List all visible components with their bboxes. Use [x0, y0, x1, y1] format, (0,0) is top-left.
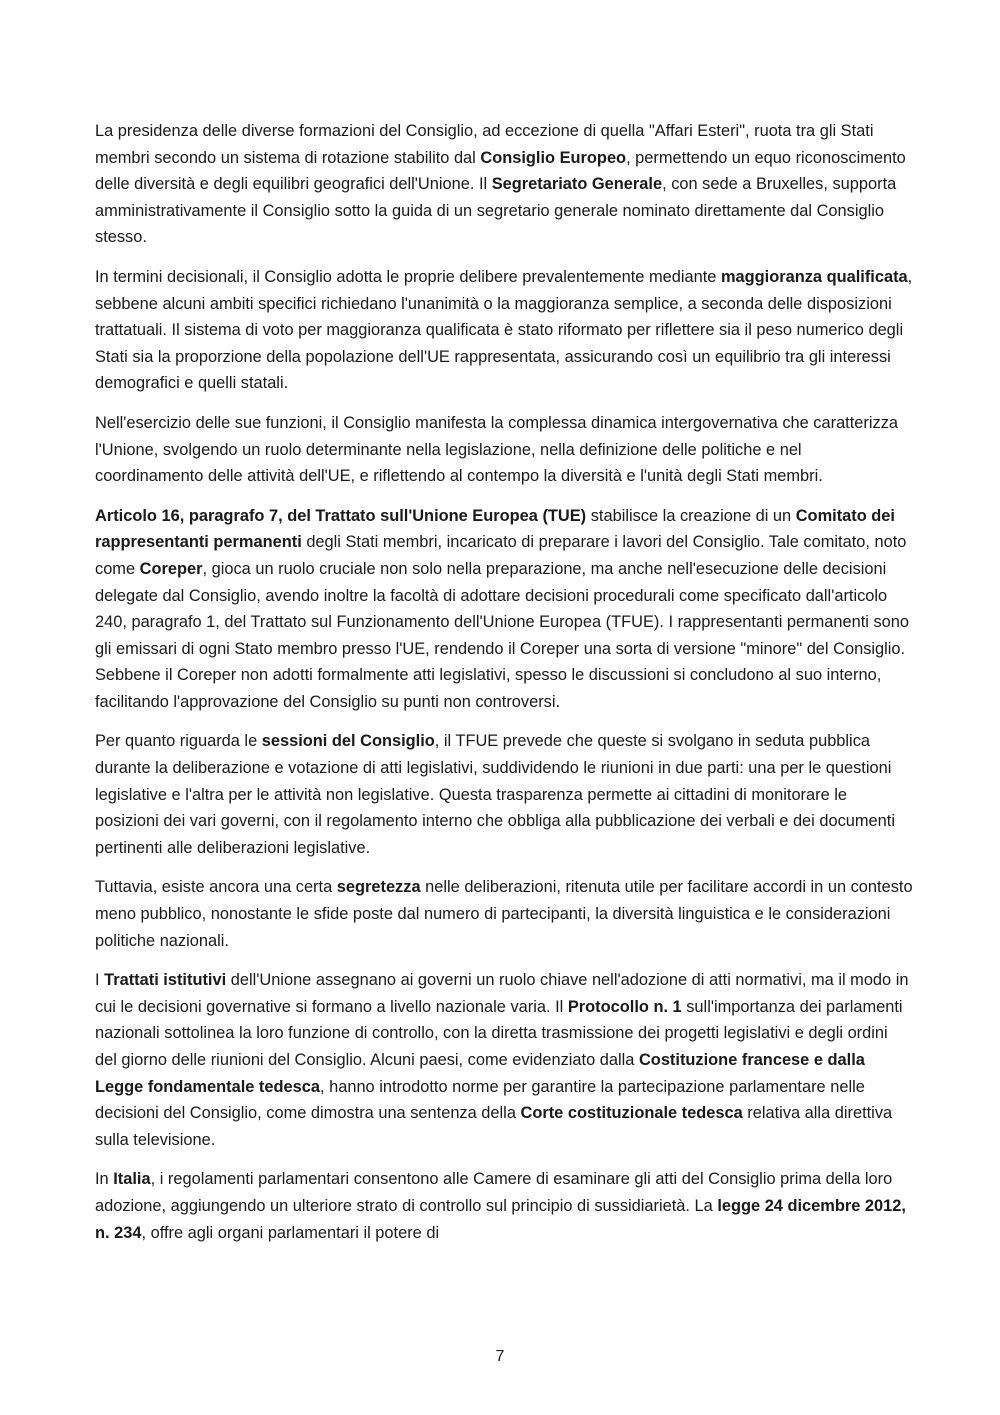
text-run: , offre agli organi parlamentari il potere di — [141, 1223, 440, 1242]
bold-text: sessioni del Consiglio — [261, 732, 435, 751]
bold-text: Costituzione francese e dalla Legge fondamentale tedesca — [95, 1051, 865, 1096]
text-run: Per quanto riguarda le — [95, 732, 262, 751]
paragraph — [95, 264, 913, 397]
bold-text: Protocollo n. 1 — [567, 997, 682, 1016]
text-run: relativa alla direttiva sulla televisione. — [95, 1104, 893, 1149]
text-run: , il TFUE prevede che queste si svolgano in seduta pubblica durante la deliberazione e votazione di atti legislativi, suddividendo le riunioni in due parti: una per le questioni legislative e l'altra per le attività non legislative. Questa trasparenza permette ai cittadini di monitorare le posizioni dei vari governi, con il regolamento interno che obbliga alla pubblicazione dei verbali e dei documenti pertinenti alle deliberazioni legislative. — [95, 732, 895, 857]
paragraph — [95, 967, 913, 1153]
bold-text: Segretariato Generale — [491, 175, 663, 194]
text-run: dell'Unione assegnano ai governi un ruolo chiave nell'adozione di atti normativi, ma il modo in cui le decisioni governative si formano a livello nazionale varia. Il — [95, 971, 909, 1016]
text-run: nelle deliberazioni, ritenuta utile per facilitare accordi in un contesto meno pubblico, nonostante le sfide poste dal numero di partecipanti, la diversità linguistica e le considerazioni politiche nazionali. — [95, 878, 913, 950]
bold-text: segretezza — [336, 878, 421, 897]
bold-text: Consiglio Europeo — [480, 148, 627, 167]
bold-text: Coreper — [139, 559, 203, 578]
text-run: Nell'esercizio delle sue funzioni, il Consiglio manifesta la complessa dinamica intergovernativa che caratterizza l'Unione, svolgendo un ruolo determinante nella legislazione, nella definizione delle politiche e nel coordinamento delle attività dell'UE, e riflettendo al contempo la diversità e l'unità degli Stati membri. — [95, 413, 899, 486]
paragraph — [95, 874, 913, 954]
text-run: stabilisce la creazione di un — [586, 506, 796, 525]
paragraph — [95, 410, 913, 490]
text-run: , hanno introdotto norme per garantire la partecipazione parlamentare nelle decisioni del Consiglio, come dimostra una sentenza della — [95, 1077, 865, 1123]
paragraph — [95, 503, 913, 716]
bold-text: legge 24 dicembre 2012, n. 234 — [95, 1196, 906, 1242]
page-number: 7 — [495, 1348, 505, 1365]
bold-text: maggioranza qualificata — [720, 267, 908, 286]
text-run: , i regolamenti parlamentari consentono alle Camere di esaminare gli atti del Consiglio prima della loro adozione, aggiungendo un ulteriore strato di controllo sul principio di sussidiarietà. La — [95, 1170, 893, 1215]
document-body — [95, 118, 913, 1259]
text-run: Tuttavia, esiste ancora una certa — [95, 878, 337, 897]
bold-text: Trattati istitutivi — [104, 971, 227, 990]
text-run: La presidenza delle diverse formazioni del Consiglio, ad eccezione di quella "Affari Esteri", ruota tra gli Stati membri secondo un sistema di rotazione stabilito dal — [95, 122, 874, 167]
text-run: I — [95, 971, 105, 990]
paragraph — [95, 118, 913, 251]
paragraph — [95, 1166, 913, 1246]
text-run: , permettendo un equo riconoscimento delle diversità e degli equilibri geografici dell'Unione. Il — [95, 148, 906, 194]
text-run: , sebbene alcuni ambiti specifici richiedano l'unanimità o la maggioranza semplice, a seconda delle disposizioni trattatuali. Il sistema di voto per maggioranza qualificata è stato riformato per riflettere sia il peso numerico degli Stati sia la proporzione della popolazione dell'UE rappresentata, assicurando così un equilibrio tra gli interessi demografici e quelli statali. — [95, 267, 913, 393]
bold-text: Comitato dei rappresentanti permanenti — [95, 506, 895, 552]
text-run: degli Stati membri, incaricato di preparare i lavori del Consiglio. Tale comitato, noto come — [95, 533, 907, 578]
bold-text: Articolo 16, paragrafo 7, del Trattato sull'Unione Europea (TUE) — [95, 506, 587, 525]
paragraph — [95, 728, 913, 861]
bold-text: Italia — [113, 1170, 151, 1189]
text-run: In — [95, 1170, 114, 1189]
text-run: , gioca un ruolo cruciale non solo nella preparazione, ma anche nell'esecuzione delle decisioni delegate dal Consiglio, avendo inoltre la facoltà di adottare decisioni procedurali come specificato dall'articolo 240, paragrafo 1, del Trattato sul Funzionamento dell'Unione Europea (TFUE). I rappresentanti permanenti sono gli emissari di ogni Stato membro presso l'UE, rendendo il Coreper una sorta di versione "minore" del Consiglio. Sebbene il Coreper non adotti formalmente atti legislativi, spesso le discussioni si concludono al suo interno, facilitando l'approvazione del Consiglio su punti non controversi. — [95, 559, 910, 711]
bold-text: Corte costituzionale tedesca — [520, 1104, 743, 1123]
text-run: sull'importanza dei parlamenti nazionali sottolinea la loro funzione di controllo, con la diretta trasmissione dei progetti legislativi e degli ordini del giorno delle riunioni del Consiglio. Alcuni paesi, come evidenziato dalla — [95, 997, 903, 1069]
text-run: In termini decisionali, il Consiglio adotta le proprie delibere prevalentemente mediante — [95, 267, 721, 286]
text-run: , con sede a Bruxelles, supporta amministrativamente il Consiglio sotto la guida di un segretario generale nominato direttamente dal Consiglio stesso. — [95, 175, 897, 247]
